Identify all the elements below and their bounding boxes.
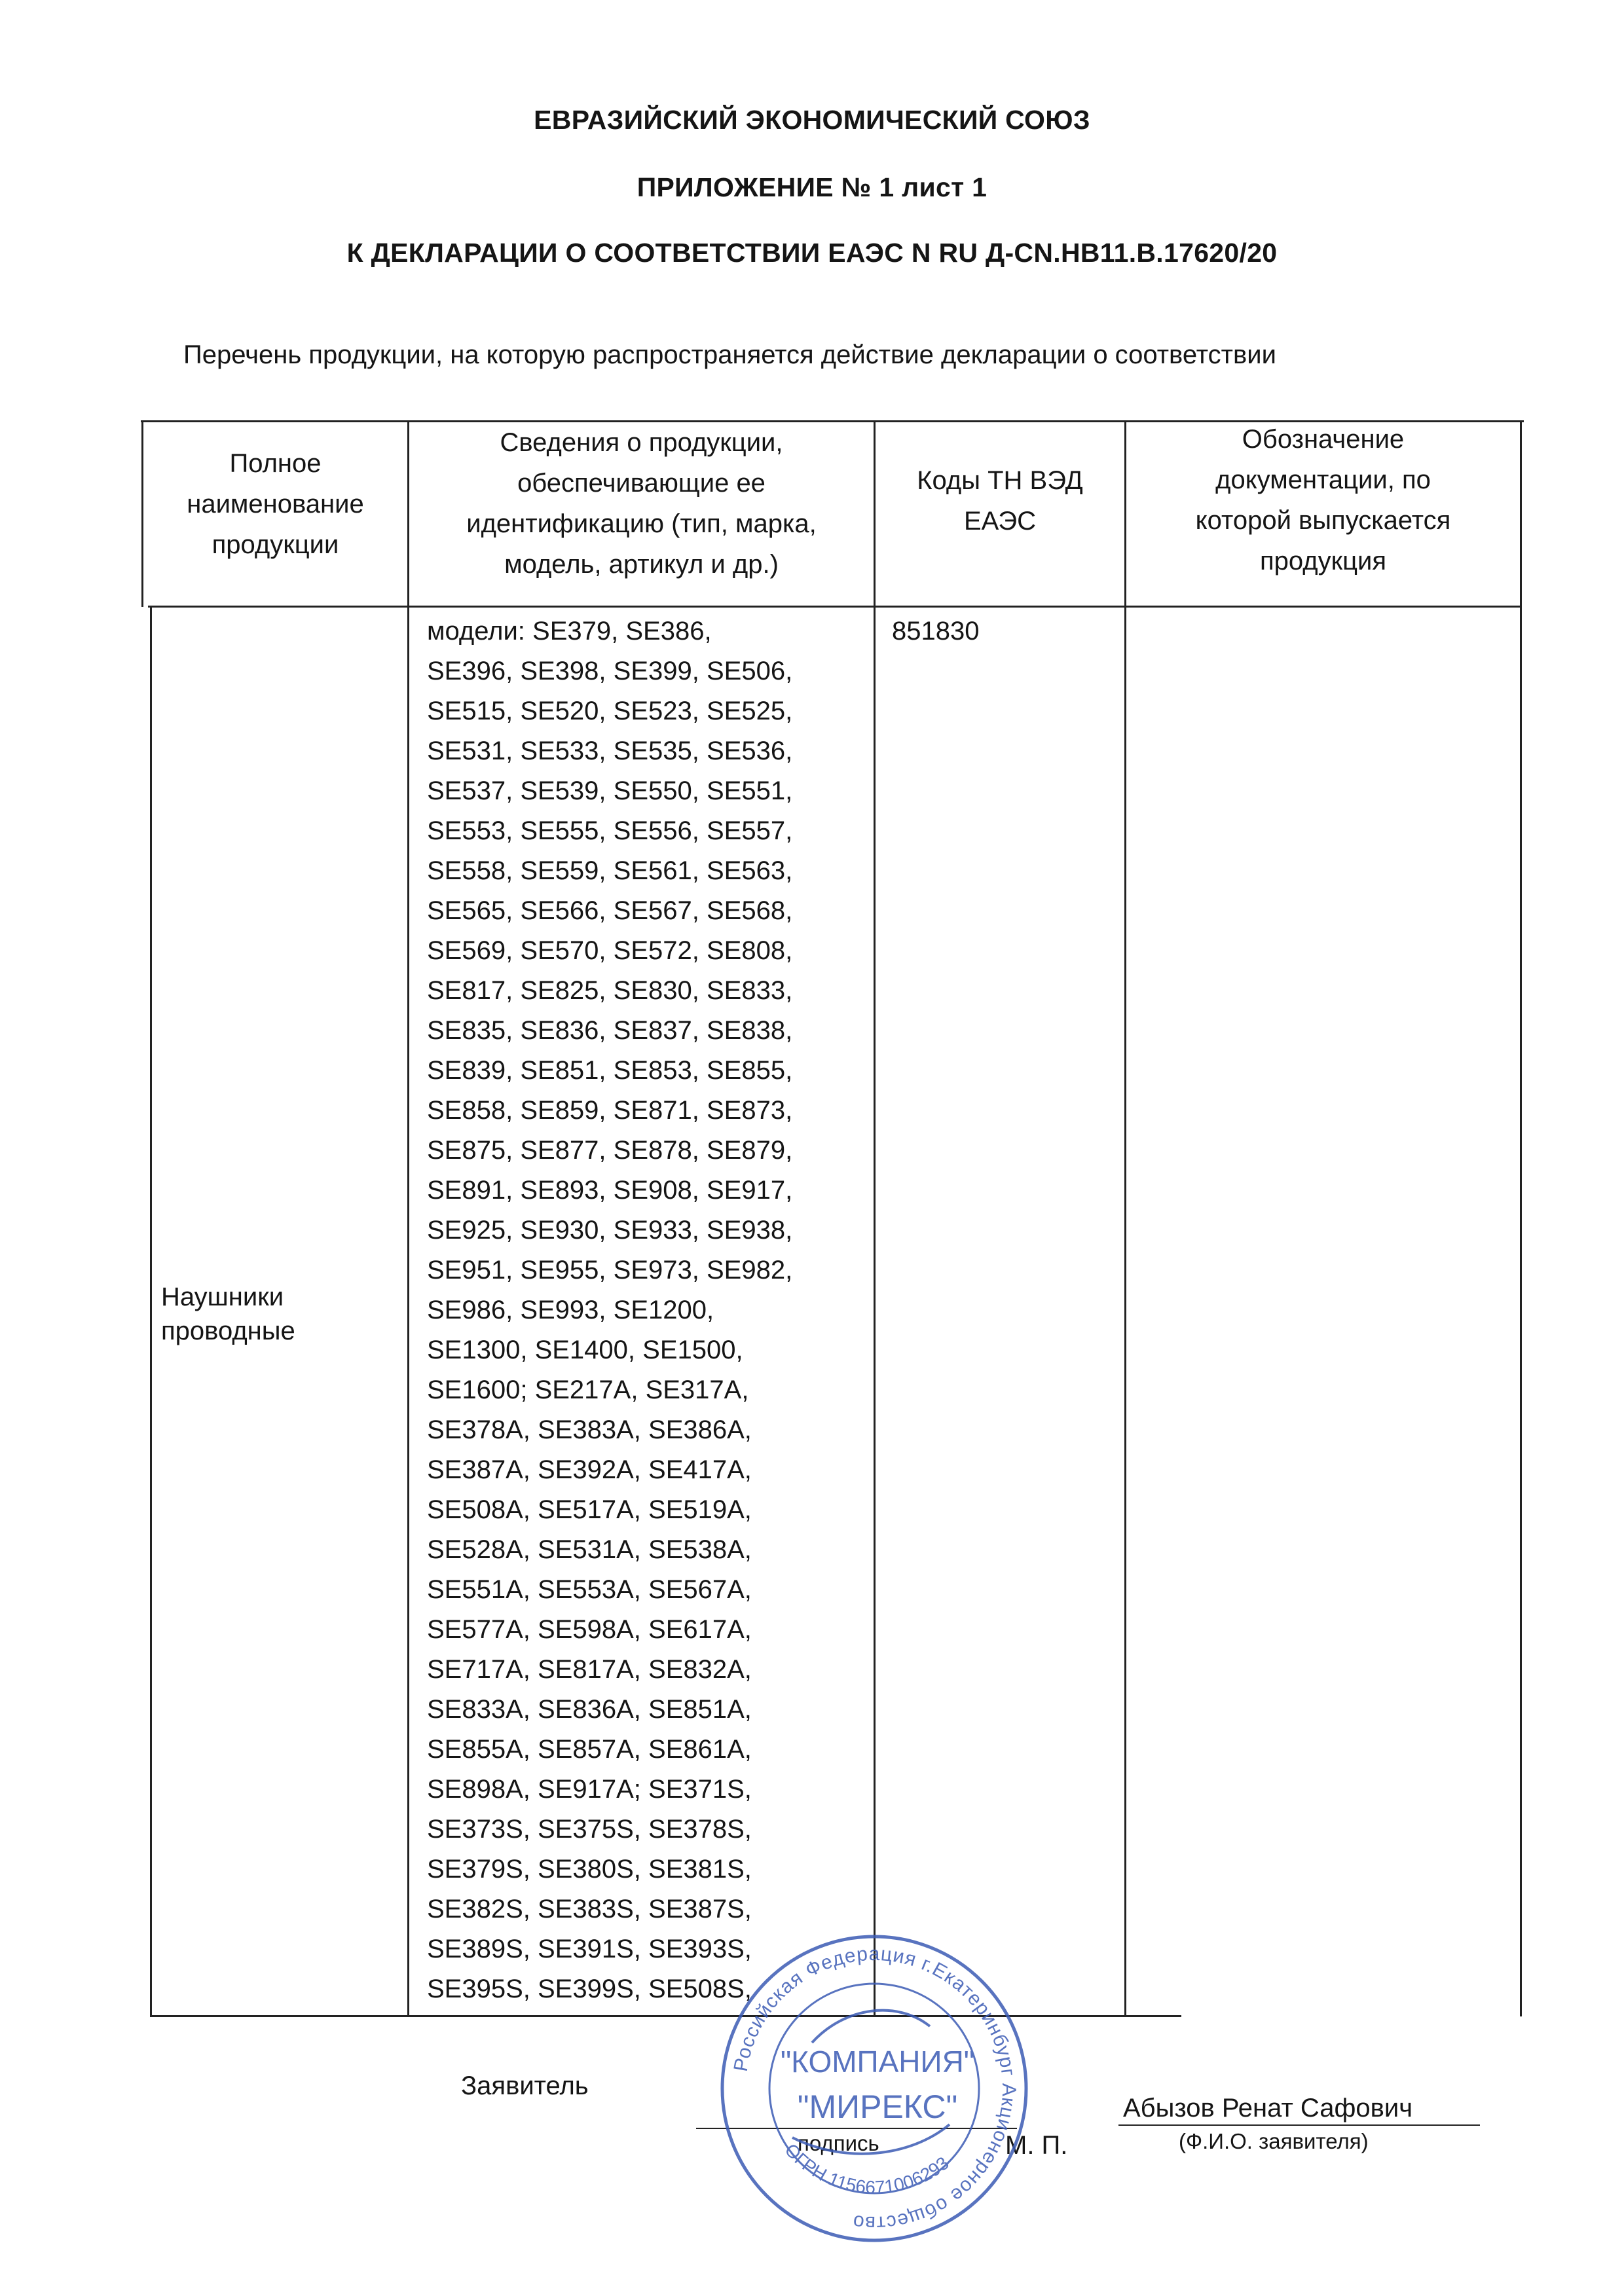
model-list-line: модели: SE379, SE386, — [427, 617, 712, 646]
col-header-tn-ved-codes: Коды ТН ВЭД ЕАЭС — [917, 466, 1083, 536]
model-list-line: SE858, SE859, SE871, SE873, — [427, 1096, 793, 1125]
models-cell — [427, 611, 792, 2009]
model-list-line: SE558, SE559, SE561, SE563, — [427, 856, 793, 885]
union-title: ЕВРАЗИЙСКИЙ ЭКОНОМИЧЕСКИЙ СОЮЗ — [534, 105, 1090, 135]
model-list-line: SE891, SE893, SE908, SE917, — [427, 1176, 793, 1205]
table-header-separator — [148, 606, 1521, 608]
model-list-line: SE395S, SE399S, SE508S, — [427, 1975, 752, 2003]
appendix-title: ПРИЛОЖЕНИЕ № 1 лист 1 — [637, 172, 987, 202]
col-header-documentation: Обозначение документации, по которой выпускается продукция — [1195, 425, 1451, 575]
seal-outer-text: Российская Федерация г.Екатеринбург Акционерное общество — [729, 1942, 1020, 2234]
seal-company-line1: "КОМПАНИЯ" — [780, 2045, 975, 2079]
model-list-line: SE528A, SE531A, SE538A, — [427, 1535, 752, 1564]
model-list-line: SE508A, SE517A, SE519A, — [427, 1495, 752, 1524]
table-border-right — [1520, 420, 1522, 2016]
model-list-line: SE565, SE566, SE567, SE568, — [427, 896, 793, 925]
stamp-place-label: М. П. — [1005, 2131, 1068, 2160]
model-list-line: SE531, SE533, SE535, SE536, — [427, 737, 793, 765]
model-list-line: SE839, SE851, SE853, SE855, — [427, 1056, 793, 1085]
company-seal — [714, 1928, 1035, 2249]
seal-company-line2: "МИРЕКС" — [797, 2088, 958, 2125]
model-list-line: SE396, SE398, SE399, SE506, — [427, 657, 793, 685]
model-list-line: SE855A, SE857A, SE861A, — [427, 1735, 752, 1764]
col-header-product-name: Полное наименование продукции — [187, 449, 364, 559]
model-list-line: SE1300, SE1400, SE1500, — [427, 1336, 743, 1364]
model-list-line: SE379S, SE380S, SE381S, — [427, 1855, 752, 1884]
model-list-line: SE875, SE877, SE878, SE879, — [427, 1136, 793, 1165]
model-list-line: SE951, SE955, SE973, SE982, — [427, 1256, 793, 1285]
model-list-line: SE373S, SE375S, SE378S, — [427, 1815, 752, 1844]
table-col-divider-1 — [407, 420, 409, 2016]
model-list-line: SE835, SE836, SE837, SE838, — [427, 1016, 793, 1045]
list-subtitle: Перечень продукции, на которую распространяется действие декларации о соответствии — [183, 340, 1276, 369]
model-list-line: SE551A, SE553A, SE567A, — [427, 1575, 752, 1604]
model-list-line: SE1600; SE217A, SE317A, — [427, 1376, 749, 1404]
model-list-line: SE577A, SE598A, SE617A, — [427, 1615, 752, 1644]
applicant-label: Заявитель — [461, 2071, 589, 2100]
name-line — [1118, 2124, 1480, 2126]
table-border-left-body — [150, 606, 152, 2016]
model-list-line: SE986, SE993, SE1200, — [427, 1296, 714, 1324]
model-list-line: SE898A, SE917A; SE371S, — [427, 1775, 752, 1804]
table-col-divider-3 — [1124, 420, 1126, 2016]
model-list-line: SE553, SE555, SE556, SE557, — [427, 816, 793, 845]
model-list-line: SE387A, SE392A, SE417A, — [427, 1455, 752, 1484]
seal-ogrn-text: ОГРН 1156671006293 — [781, 2140, 953, 2198]
product-name-cell: Наушники проводные — [161, 1283, 295, 1345]
model-list-line: SE378A, SE383A, SE386A, — [427, 1415, 752, 1444]
model-list-line: SE717A, SE817A, SE832A, — [427, 1655, 752, 1684]
table-col-divider-2 — [874, 420, 876, 2016]
declaration-title: К ДЕКЛАРАЦИИ О СООТВЕТСТВИИ ЕАЭС N RU Д-CN.НВ11.В.17620/20 — [346, 238, 1278, 268]
applicant-name: Абызов Ренат Сафович — [1123, 2094, 1413, 2123]
model-list-line: SE382S, SE383S, SE387S, — [427, 1895, 752, 1923]
model-list-line: SE817, SE825, SE830, SE833, — [427, 976, 793, 1005]
model-list-line: SE925, SE930, SE933, SE938, — [427, 1216, 793, 1245]
model-list-line: SE833A, SE836A, SE851A, — [427, 1695, 752, 1724]
model-list-line: SE515, SE520, SE523, SE525, — [427, 697, 793, 725]
signature-caption: подпись — [798, 2131, 879, 2155]
col-header-product-info: Сведения о продукции, обеспечивающие ее идентификацию (тип, марка, модель, артикул и др.) — [466, 428, 817, 579]
name-caption: (Ф.И.О. заявителя) — [1179, 2129, 1369, 2153]
model-list-line: SE537, SE539, SE550, SE551, — [427, 776, 793, 805]
model-list-line: SE389S, SE391S, SE393S, — [427, 1935, 752, 1963]
seal-swoosh-icon — [792, 2011, 950, 2154]
tn-ved-code-cell: 851830 — [892, 617, 980, 646]
model-list-line: SE569, SE570, SE572, SE808, — [427, 936, 793, 965]
